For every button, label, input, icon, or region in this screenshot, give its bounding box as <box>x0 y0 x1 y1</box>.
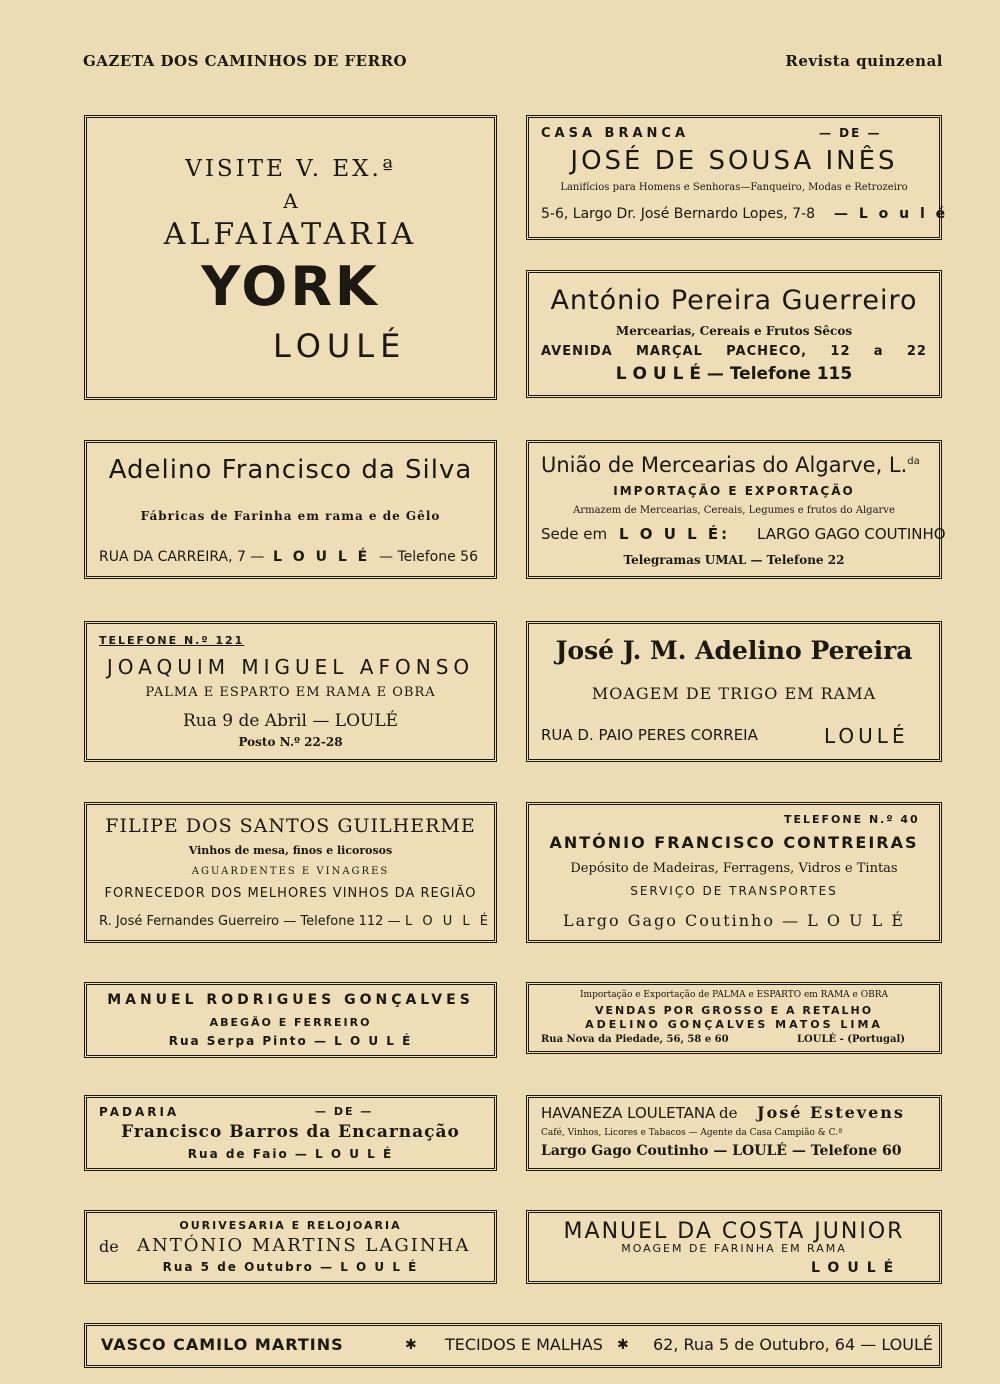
guerreiro-telephone: L O U L É — Telefone 115 <box>615 364 853 384</box>
casa-branca-de: — DE — <box>819 126 882 140</box>
jose-adelino-name: José J. M. Adelino Pereira <box>555 636 913 665</box>
uniao-name <box>541 455 939 476</box>
havaneza-address: Largo Gago Coutinho — LOULÉ — Telefone 60 <box>541 1143 902 1159</box>
matos-lima-name: ADELINO GONÇALVES MATOS LIMA <box>585 1018 883 1031</box>
casa-branca-loule: — L o u l é <box>834 206 949 222</box>
matos-lima-l2: VENDAS POR GROSSO E A RETALHO <box>594 1004 874 1017</box>
ad-uniao-de-mercearias <box>526 440 946 579</box>
ad-alfaiataria-york <box>84 115 497 400</box>
manuel-rg-address: Rua Serpa Pinto — L O U L É <box>168 1034 413 1048</box>
casa-branca-label: CASA BRANCA <box>541 126 690 141</box>
guerreiro-addr-1: AVENIDA <box>541 344 613 359</box>
ad-antonio-pereira-guerreiro <box>526 270 942 398</box>
vasco-star-1: ✱ <box>405 1337 417 1353</box>
costa-junior-name: MANUEL DA COSTA JUNIOR <box>563 1219 905 1244</box>
jose-adelino-address: RUA D. PAIO PERES CORREIA <box>541 726 758 744</box>
ad-antonio-francisco-contreiras <box>526 802 942 943</box>
filipe-desc: Vinhos de mesa, finos e licorosos <box>188 844 393 857</box>
costa-junior-loule: LOULÉ <box>811 1260 902 1276</box>
joaquim-name: JOAQUIM MIGUEL AFONSO <box>106 655 475 679</box>
vasco-star-2: ✱ <box>617 1337 629 1353</box>
filipe-loule: L O U L É <box>405 914 491 929</box>
york-name: YORK <box>201 255 380 318</box>
ad-jose-adelino-pereira <box>526 621 942 762</box>
vasco-name: VASCO CAMILO MARTINS <box>101 1335 344 1354</box>
jose-adelino-desc: MOAGEM DE TRIGO EM RAMA <box>591 684 877 703</box>
guerreiro-desc: Mercearias, Cereais e Frutos Sêcos <box>615 324 853 338</box>
padaria-de: — DE — <box>315 1105 374 1118</box>
manuel-rg-desc: ABEGÃO E FERREIRO <box>209 1016 372 1029</box>
ad-manuel-rodrigues-goncalves <box>84 982 497 1058</box>
journal-subtitle: Revista quinzenal <box>785 52 943 70</box>
ad-vasco-camilo-martins <box>84 1323 942 1368</box>
guerreiro-addr-5: a <box>873 344 884 359</box>
filipe-address: R. José Fernandes Guerreiro — Telefone 112 — <box>99 914 401 929</box>
york-a: A <box>283 189 298 213</box>
ad-casa-branca <box>526 115 949 240</box>
uniao-desc: IMPORTAÇÃO E EXPORTAÇÃO <box>613 484 855 498</box>
joaquim-telephone: TELEFONE N.º 121 <box>99 634 245 647</box>
adelino-silva-name: Adelino Francisco da Silva <box>108 455 473 485</box>
adelino-silva-desc: Fábricas de Farinha em rama e de Gêlo <box>140 509 441 523</box>
journal-title: GAZETA DOS CAMINHOS DE FERRO <box>83 52 408 70</box>
filipe-line: FORNECEDOR DOS MELHORES VINHOS DA REGIÃO <box>104 886 477 901</box>
ad-manuel-da-costa-junior <box>526 1210 942 1284</box>
filipe-name: FILIPE DOS SANTOS GUILHERME <box>105 815 476 837</box>
casa-branca-name: JOSÉ DE SOUSA INÊS <box>570 146 898 176</box>
laginha-de: de <box>99 1237 119 1256</box>
guerreiro-name: António Pereira Guerreiro <box>550 285 918 316</box>
ad-adelino-francisco-da-silva <box>84 440 497 579</box>
contreiras-sub: SERVIÇO DE TRANSPORTES <box>630 884 838 898</box>
laginha-name: ANTÓNIO MARTINS LAGINHA <box>137 1235 471 1256</box>
uniao-line: Armazem de Mercearias, Cereais, Legumes e frutos do Algarve <box>573 505 895 516</box>
joaquim-desc: PALMA E ESPARTO EM RAMA E OBRA <box>145 685 436 700</box>
costa-junior-desc: MOAGEM DE FARINHA EM RAMA <box>621 1242 847 1255</box>
uniao-address: LARGO GAGO COUTINHO <box>757 525 946 543</box>
casa-branca-address: 5-6, Largo Dr. José Bernardo Lopes, 7-8 <box>541 206 816 222</box>
adelino-silva-loule: L O U L É <box>273 549 371 565</box>
uniao-telegramas: Telegramas UMAL — Telefone 22 <box>623 553 845 567</box>
matos-lima-address: Rua Nova da Piedade, 56, 58 e 60 <box>541 1034 729 1045</box>
padaria-name: Francisco Barros da Encarnação <box>121 1122 460 1142</box>
york-alfaiataria: ALFAIATARIA <box>163 217 418 252</box>
ad-havaneza-louletana <box>526 1095 942 1171</box>
uniao-loule: L O U L É: <box>619 525 731 543</box>
york-visit: VISITE V. EX.ª <box>185 156 396 182</box>
uniao-name-sup: da <box>907 456 920 467</box>
contreiras-telephone: TELEFONE N.º 40 <box>784 813 920 826</box>
ad-antonio-martins-laginha <box>84 1210 497 1284</box>
vasco-address: 62, Rua 5 de Outubro, 64 — LOULÉ <box>653 1335 934 1354</box>
contreiras-desc: Depósito de Madeiras, Ferragens, Vidros e Tintas <box>570 861 898 876</box>
adelino-silva-telephone: — Telefone 56 <box>379 549 478 565</box>
guerreiro-addr-4: 12 <box>830 344 851 359</box>
padaria-label: PADARIA <box>99 1105 180 1119</box>
havaneza-desc: Café, Vinhos, Licores e Tabacos — Agente da Casa Campião & C.ª <box>541 1128 843 1138</box>
contreiras-address: Largo Gago Coutinho — L O U L É <box>562 911 906 930</box>
contreiras-name: ANTÓNIO FRANCISCO CONTREIRAS <box>549 833 919 852</box>
havaneza-name: HAVANEZA LOULETANA <box>541 1104 716 1122</box>
adelino-silva-address: RUA DA CARREIRA, 7 — <box>99 549 265 565</box>
ad-filipe-dos-santos-guilherme <box>84 802 497 943</box>
guerreiro-addr-6: 22 <box>906 344 927 359</box>
padaria-address: Rua de Faio — L O U L É <box>187 1147 394 1161</box>
guerreiro-addr-2: MARÇAL <box>635 344 703 359</box>
filipe-sub: AGUARDENTES E VINAGRES <box>191 866 390 877</box>
uniao-name-text: União de Mercearias do Algarve, L. <box>541 453 908 477</box>
vasco-mid: TECIDOS E MALHAS <box>445 1335 603 1354</box>
jose-adelino-loule: LOULÉ <box>824 724 909 748</box>
havaneza-de: de <box>719 1104 738 1122</box>
guerreiro-address <box>541 345 927 358</box>
matos-lima-loule: LOULÉ - (Portugal) <box>797 1034 906 1045</box>
joaquim-address: Rua 9 de Abril — LOULÉ <box>182 711 399 731</box>
ad-adelino-goncalves-matos-lima <box>526 982 942 1054</box>
laginha-label: OURIVESARIA E RELOJOARIA <box>179 1219 402 1232</box>
guerreiro-addr-3: PACHECO, <box>726 344 808 359</box>
york-loule: LOULÉ <box>273 327 407 365</box>
matos-lima-l1: Importação e Exportação de PALMA e ESPARTO em RAMA e OBRA <box>580 990 888 1000</box>
ad-joaquim-miguel-afonso <box>84 621 497 762</box>
manuel-rg-name: MANUEL RODRIGUES GONÇALVES <box>107 992 474 1008</box>
ad-padaria-francisco-barros <box>84 1095 497 1171</box>
joaquim-posto: Posto N.º 22-28 <box>238 735 343 749</box>
uniao-sede: Sede em <box>541 525 608 543</box>
casa-branca-desc: Lanifícios para Homens e Senhoras—Fanqueiro, Modas e Retrozeiro <box>560 182 908 193</box>
havaneza-estevens: José Estevens <box>757 1103 905 1122</box>
laginha-address: Rua 5 de Outubro — L O U L É <box>162 1260 419 1274</box>
